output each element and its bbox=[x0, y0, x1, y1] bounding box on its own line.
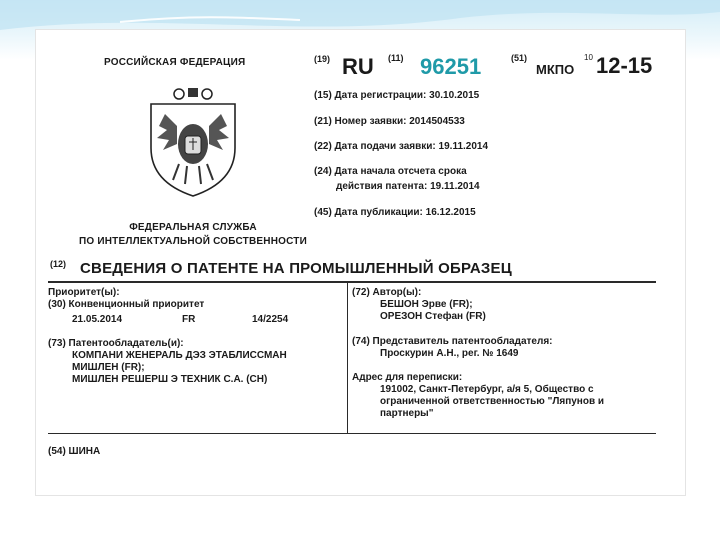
patent-number: 96251 bbox=[420, 54, 482, 79]
author-name: ОРЕЗОН Стефан (FR) bbox=[380, 311, 486, 322]
priority-date: 21.05.2014 bbox=[72, 314, 123, 325]
priority-heading: Приоритет(ы): bbox=[48, 287, 120, 298]
authors-heading: (72) Автор(ы): bbox=[352, 287, 422, 298]
code-11: (11) bbox=[388, 53, 404, 63]
double-headed-eagle-emblem bbox=[141, 86, 245, 198]
code-19: (19) bbox=[314, 54, 331, 64]
correspondence-address-line: 191002, Санкт-Петербург, а/я 5, Общество с bbox=[380, 384, 594, 395]
priority-number: 14/2254 bbox=[252, 314, 289, 325]
country-code: RU bbox=[342, 54, 374, 79]
document-title: СВЕДЕНИЯ О ПАТЕНТЕ НА ПРОМЫШЛЕННЫЙ ОБРАЗЕЦ bbox=[80, 260, 512, 277]
representative-heading: (74) Представитель патентообладателя: bbox=[352, 336, 553, 347]
author-name: БЕШОН Эрве (FR); bbox=[380, 299, 473, 310]
patent-holder-line: МИШЛЕН (FR); bbox=[72, 362, 145, 373]
application-number: (21) Номер заявки: 2014504533 bbox=[314, 116, 465, 127]
term-start-label: (24) Дата начала отсчета срока bbox=[314, 166, 467, 177]
table-bottom-rule bbox=[48, 433, 656, 434]
agency-name bbox=[56, 221, 330, 249]
correspondence-address-line: ограниченной ответственностью "Ляпунов и bbox=[380, 396, 605, 407]
patent-holder-line: МИШЛЕН РЕШЕРШ Э ТЕХНИК С.А. (CH) bbox=[72, 374, 268, 385]
registration-date: (15) Дата регистрации: 30.10.2015 bbox=[314, 90, 480, 101]
country-name: РОССИЙСКАЯ ФЕДЕРАЦИЯ bbox=[104, 57, 246, 68]
mkpo-edition: 10 bbox=[584, 53, 593, 62]
title-code: (12) bbox=[50, 259, 67, 269]
representative-name: Проскурин А.Н., рег. № 1649 bbox=[380, 348, 519, 359]
table-top-rule bbox=[48, 281, 656, 283]
term-start-date: действия патента: 19.11.2014 bbox=[336, 181, 480, 192]
correspondence-address-line: партнеры" bbox=[380, 408, 434, 419]
design-name: (54) ШИНА bbox=[48, 446, 101, 457]
code-51: (51) bbox=[511, 53, 528, 63]
mkpo-label: МКПО bbox=[536, 62, 575, 77]
patent-holders-heading: (73) Патентообладатель(и): bbox=[48, 338, 184, 349]
table-column-divider bbox=[347, 283, 348, 433]
filing-date: (22) Дата подачи заявки: 19.11.2014 bbox=[314, 141, 489, 152]
priority-country: FR bbox=[182, 314, 196, 325]
patent-holder-line: КОМПАНИ ЖЕНЕРАЛЬ ДЭЗ ЭТАБЛИССМАН bbox=[72, 350, 287, 361]
correspondence-address-heading: Адрес для переписки: bbox=[352, 372, 463, 383]
agency-line-1: ФЕДЕРАЛЬНАЯ СЛУЖБА bbox=[129, 222, 257, 233]
publication-date: (45) Дата публикации: 16.12.2015 bbox=[314, 207, 476, 218]
agency-line-2: ПО ИНТЕЛЛЕКТУАЛЬНОЙ СОБСТВЕННОСТИ bbox=[79, 236, 307, 247]
classification-code: 12-15 bbox=[596, 53, 653, 78]
convention-priority-label: (30) Конвенционный приоритет bbox=[48, 299, 205, 310]
patent-document bbox=[36, 30, 685, 495]
